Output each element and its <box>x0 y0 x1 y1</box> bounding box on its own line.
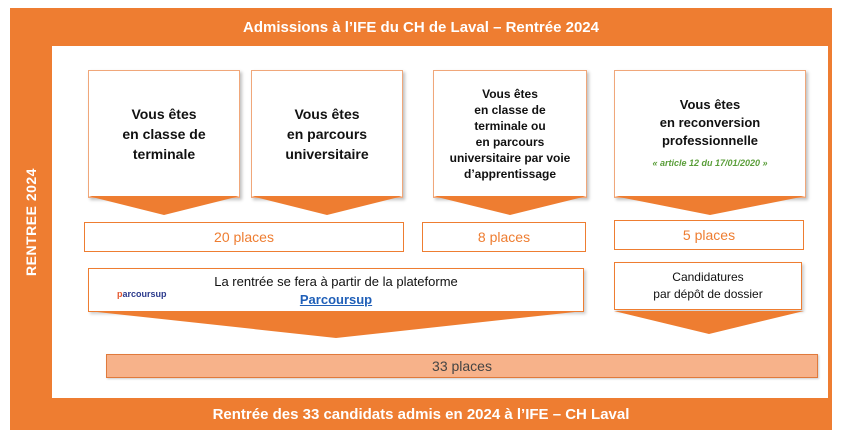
dossier-line: par dépôt de dossier <box>653 287 763 301</box>
down-arrow <box>251 196 403 216</box>
down-arrow <box>614 311 804 335</box>
down-arrow <box>88 311 584 339</box>
profile-line: en reconversion <box>659 115 761 130</box>
places-box-apprentissage: 8 places <box>422 222 586 252</box>
profile-card-apprentissage <box>433 70 587 198</box>
profile-card-reconversion <box>614 70 806 198</box>
places-box-universitaire: 20 places <box>84 222 404 252</box>
profile-line: Vous êtes <box>679 97 741 112</box>
down-arrow <box>88 196 240 216</box>
profile-card-universitaire <box>251 70 403 198</box>
profile-line: Vous êtes <box>131 106 197 122</box>
footer-banner: Rentrée des 33 candidats admis en 2024 à l’IFE – CH Laval <box>212 405 630 423</box>
side-label <box>10 46 52 398</box>
dossier-line: Candidatures <box>672 270 744 284</box>
profile-line: en classe de <box>122 126 206 142</box>
profile-line: d’apprentissage <box>463 167 557 181</box>
down-arrow <box>614 196 806 216</box>
dossier-box <box>614 262 802 310</box>
profile-line: en parcours <box>286 126 368 142</box>
profile-line: Vous êtes <box>482 87 538 101</box>
profile-line: en classe de <box>474 103 546 117</box>
profile-line: universitaire <box>285 146 369 162</box>
profile-line: professionnelle <box>661 133 759 148</box>
page-title: Admissions à l’IFE du CH de Laval – Rentrée 2024 <box>243 18 599 36</box>
article-note: « article 12 du 17/01/2020 » <box>652 158 768 168</box>
profile-card-terminale <box>88 70 240 198</box>
parcoursup-text: La rentrée se fera à partir de la plateforme <box>214 274 458 289</box>
logo-rest: arcoursup <box>122 289 167 299</box>
total-places-bar: 33 places <box>106 354 818 378</box>
places-box-reconversion: 5 places <box>614 220 804 250</box>
logo-prefix: p <box>117 289 123 299</box>
profile-line: en parcours <box>475 135 545 149</box>
profile-line: universitaire par voie <box>449 151 571 165</box>
parcoursup-box <box>88 268 584 312</box>
side-label-text: RENTREE 2024 <box>23 168 39 276</box>
profile-line: terminale ou <box>474 119 546 133</box>
profile-line: Vous êtes <box>294 106 360 122</box>
down-arrow <box>433 196 587 216</box>
profile-line: terminale <box>132 146 196 162</box>
parcoursup-link[interactable]: Parcoursup <box>299 292 373 307</box>
